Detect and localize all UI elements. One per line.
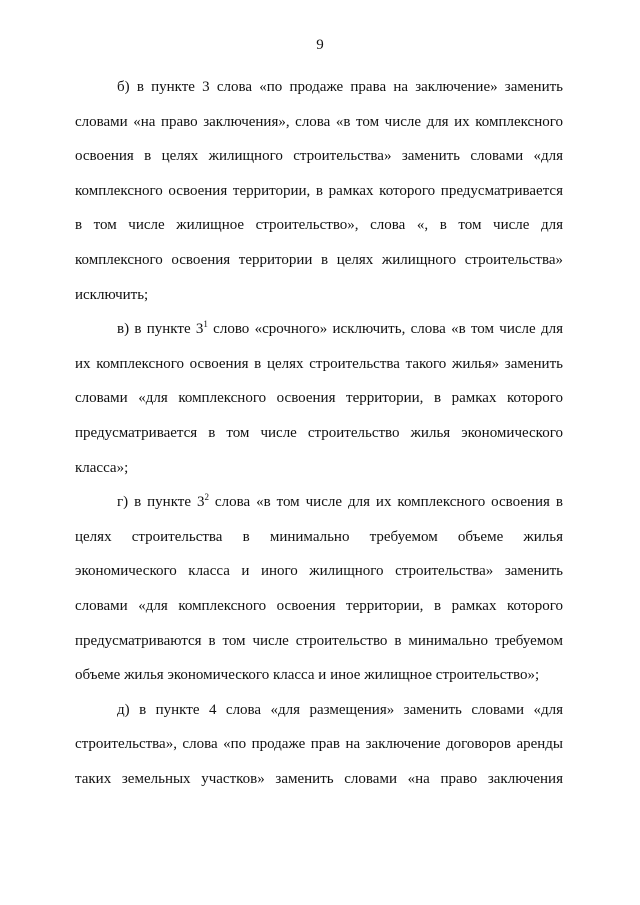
paragraph-d bbox=[75, 693, 563, 797]
document-body bbox=[75, 70, 563, 796]
paragraph-line: класса»; bbox=[75, 459, 129, 476]
paragraph-line: исключить; bbox=[75, 286, 149, 303]
paragraph-first-line bbox=[75, 485, 563, 520]
paragraph-line: строительства», слова «по продаже прав на заключение договоров аренды bbox=[75, 736, 563, 753]
superscript-index: 1 bbox=[203, 319, 208, 330]
first-line-text: слово «срочного» исключить, слова «в том числе для bbox=[207, 321, 563, 338]
paragraph-line: словами «на право заключения», слова «в том числе для их комплексного bbox=[75, 113, 563, 130]
first-line-text: слова «в том числе для их комплексного освоения в bbox=[208, 494, 563, 511]
paragraph-first-line bbox=[75, 312, 563, 347]
paragraph-line: предусматривается в том числе строительство жилья экономического bbox=[75, 424, 563, 441]
first-line-text: г) в пункте 3 bbox=[117, 494, 205, 511]
paragraph-line: освоения в целях жилищного строительства» заменить словами «для bbox=[75, 148, 563, 165]
paragraph-line: д) в пункте 4 слова «для размещения» заменить словами «для bbox=[117, 701, 563, 718]
paragraph-line: б) в пункте 3 слова «по продаже права на заключение» заменить bbox=[117, 79, 563, 95]
paragraph-line: словами «для комплексного освоения территории, в рамках которого bbox=[75, 597, 563, 614]
paragraph-g bbox=[75, 485, 563, 693]
paragraph-v bbox=[75, 312, 563, 485]
paragraph-line: целях строительства в минимально требуемом объеме жилья bbox=[75, 528, 563, 545]
first-line-text: в) в пункте 3 bbox=[117, 321, 204, 338]
paragraph-line: в том числе жилищное строительство», слова «, в том числе для bbox=[75, 217, 563, 234]
paragraph-line: их комплексного освоения в целях строительства такого жилья» заменить bbox=[75, 355, 563, 372]
paragraph-line: предусматриваются в том числе строительство в минимально требуемом bbox=[75, 632, 563, 649]
paragraph-line: словами «для комплексного освоения территории, в рамках которого bbox=[75, 390, 563, 407]
paragraph-line: таких земельных участков» заменить словами «на право заключения bbox=[75, 770, 563, 787]
paragraph-b bbox=[75, 70, 563, 312]
superscript-index: 2 bbox=[204, 492, 209, 503]
paragraph-line: экономического класса и иного жилищного строительства» заменить bbox=[75, 563, 563, 580]
paragraph-line: объеме жилья экономического класса и иное жилищное строительство»; bbox=[75, 667, 540, 684]
paragraph-line: комплексного освоения территории в целях жилищного строительства» bbox=[75, 251, 563, 268]
paragraph-line: комплексного освоения территории, в рамках которого предусматривается bbox=[75, 182, 563, 199]
page-number: 9 bbox=[316, 37, 324, 53]
